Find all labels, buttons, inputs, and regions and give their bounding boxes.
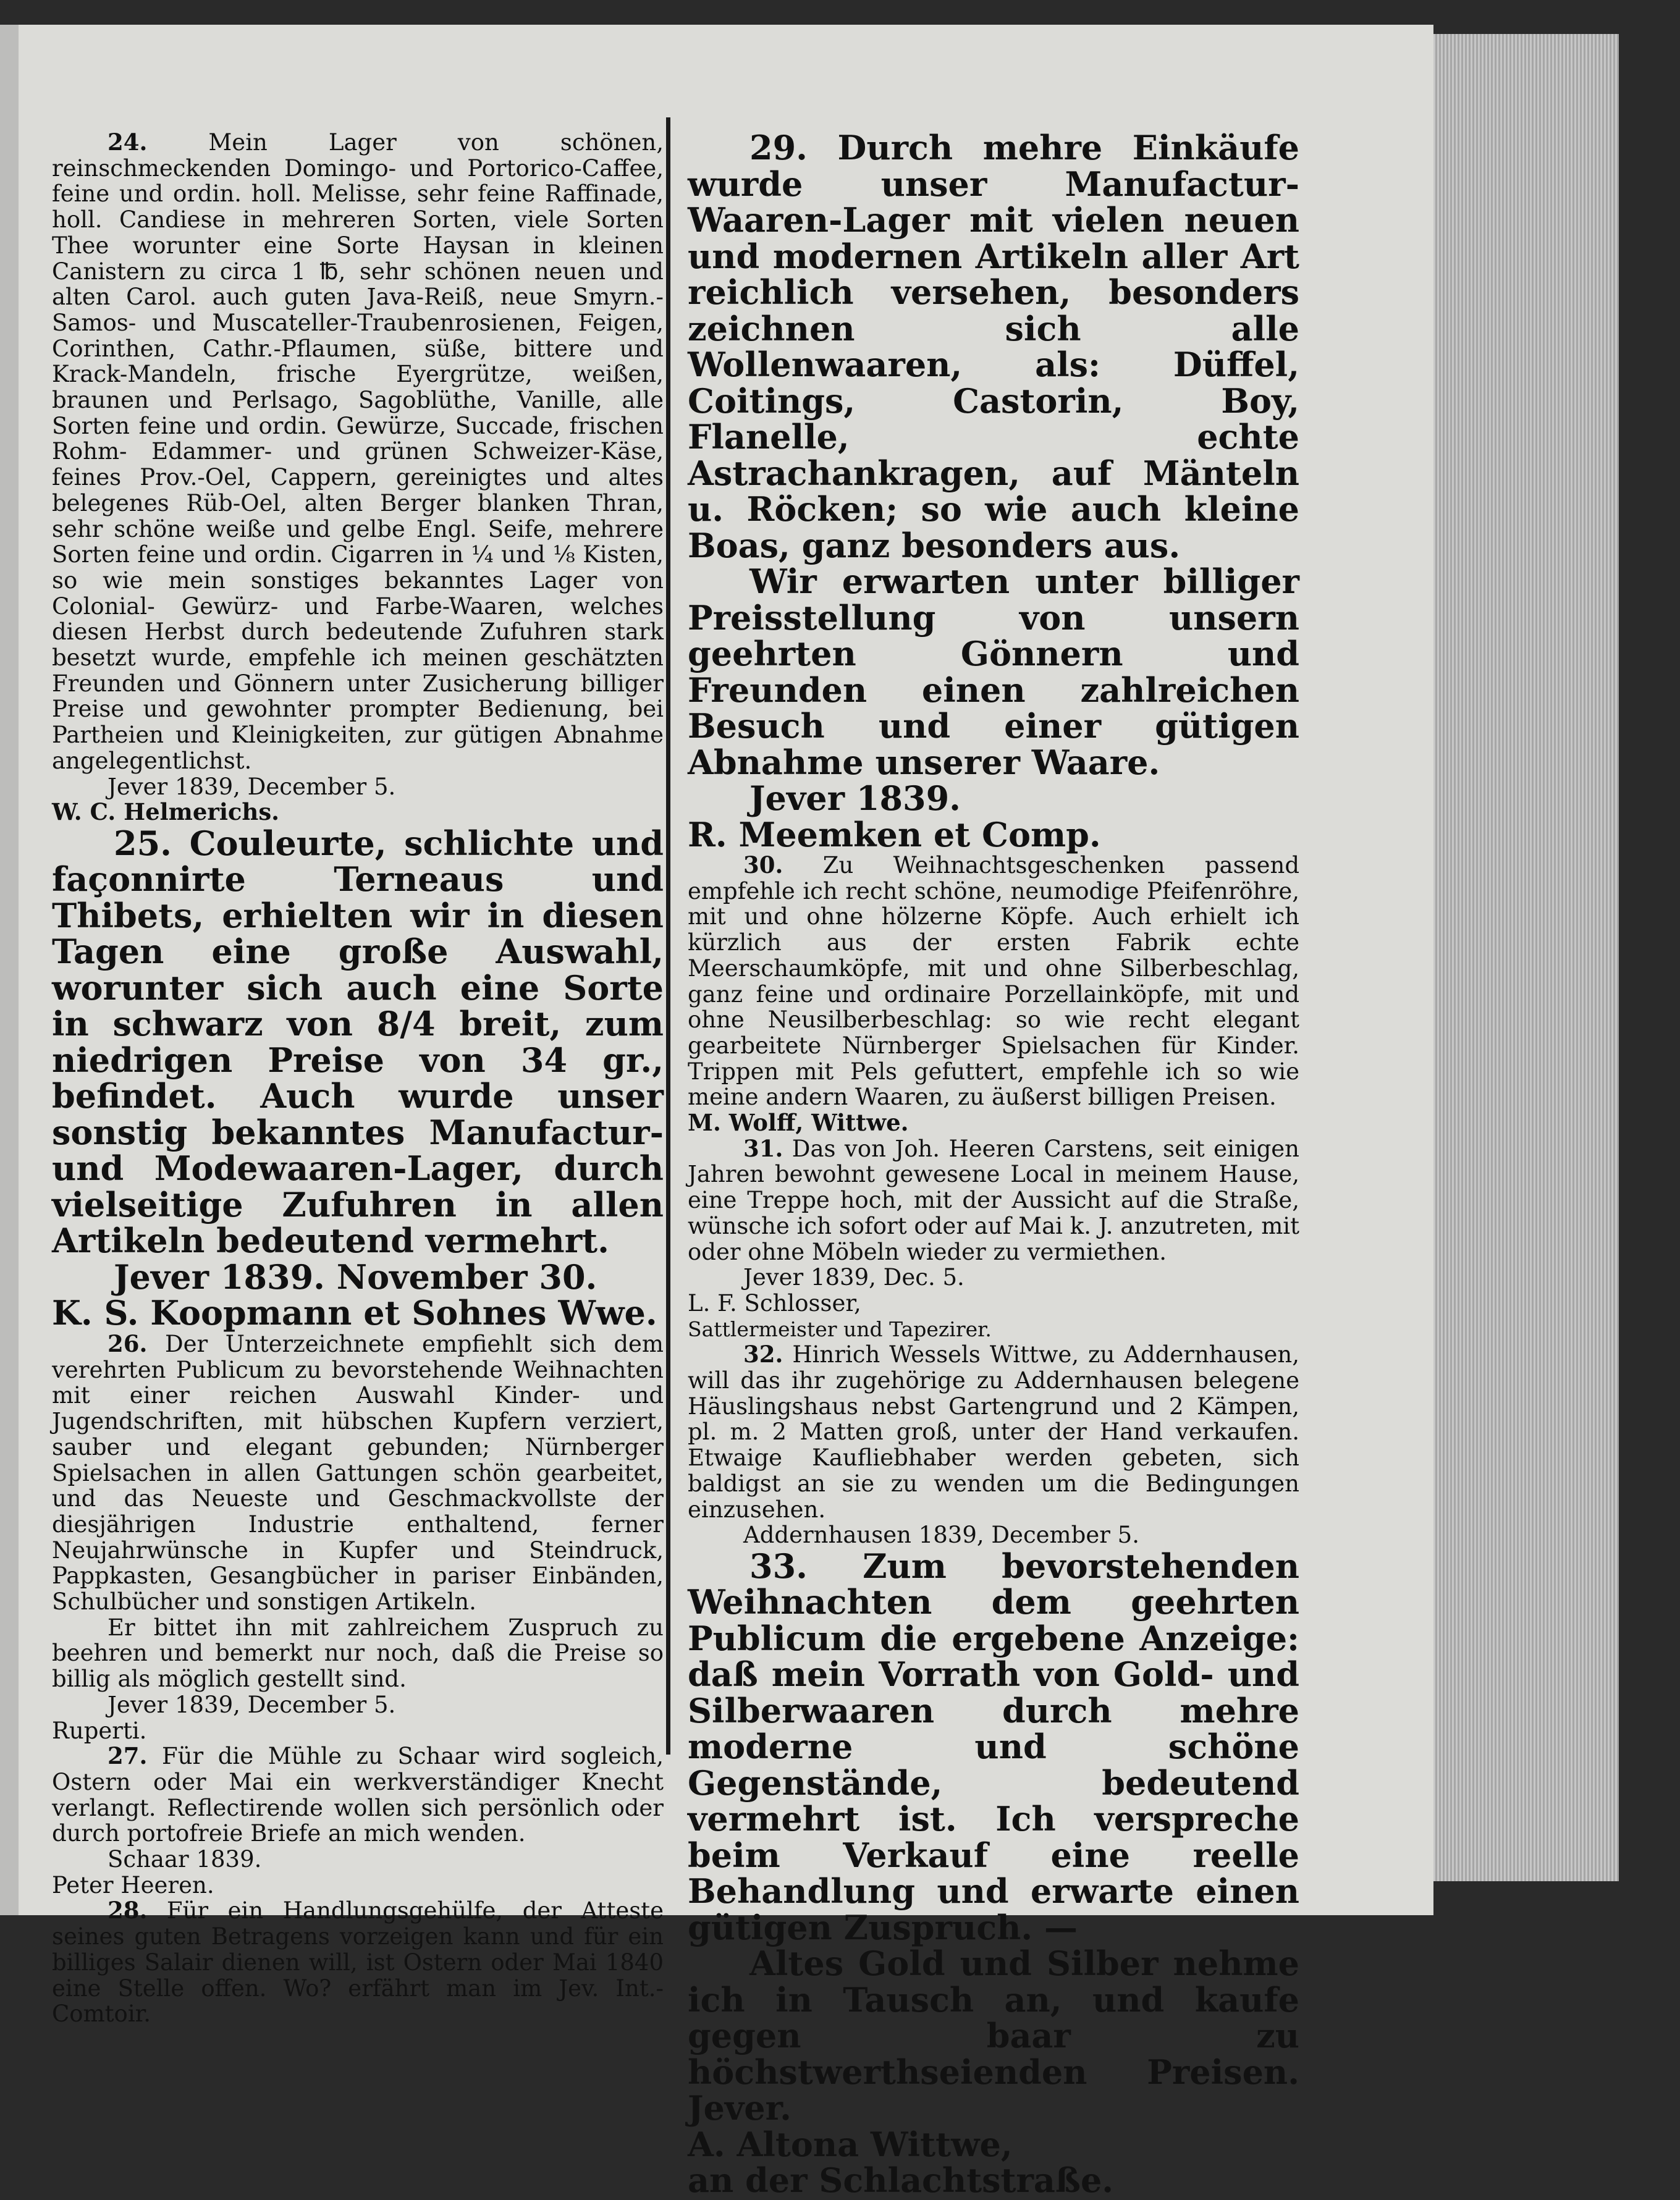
newspaper-page [19, 25, 1433, 2200]
ad-27 [52, 1743, 664, 1898]
ad-text: Zu Weihnachtsgeschenken passend empfehle ich recht schöne, neumodige Pfeifenröhre, mit und ohne hölzerne Köpfe. Auch erhielt ich kürzlich aus der ersten Fabrik echte Meerschaumköpfe, mit und ohne Silberbeschlag, ganz feine und ordinaire Porzellainköpfe, mit und ohne Neusilberbeschlag: so wie recht elegant gearbeitete Nürnberger Spielsachen für Kinder. Trippen mit Pels gefuttert, empfehle ich so wie meine andern Waaren, zu äußerst billigen Preisen. [688, 852, 1300, 1111]
ad-25 [52, 825, 664, 1331]
ad-dateline: Jever 1839. November 30. [114, 1257, 597, 1297]
ad-dateline: Jever 1839, December 5. [108, 1691, 396, 1718]
ad-signature: Ruperti. [52, 1717, 147, 1744]
ad-text-2: Er bittet ihn mit zahlreichem Zuspruch zu beehren und bemerkt nur noch, daß die Preise so billig als möglich gestellt sind. [52, 1614, 664, 1693]
ad-text: Mein Lager von schönen, reinschmeckenden Domingo- und Portorico-Caffee, feine und ordin. holl. Melisse, sehr feine Raffinade, holl. Candiese in mehreren Sorten, viele Sorten Thee worunter eine Sorte Haysan in kleinen Canistern zu circa 1 ℔, sehr schönen neuen und alten Carol. auch guten Java-Reiß, neue Smyrn.-Samos- und Muscateller-Traubenrosienen, Feigen, Corinthen, Cathr.-Pflaumen, süße, bittere und Krack-Mandeln, frische Eyergrütze, weißen, braunen und Perlsago, Sagoblüthe, Vanille, alle Sorten feine und ordin. Gewürze, Succade, frischen Rohm- Edammer- und grünen Schweizer-Käse, feines Prov.-Oel, Cappern, gereinigtes und altes belegenes Rüb-Oel, alten Berger blanken Thran, sehr schöne weiße und gelbe Engl. Seife, mehrere Sorten feine und ordin. Cigarren in ¼ und ⅛ Kisten, so wie mein sonstiges bekanntes Lager von Colonial- Gewürz- und Farbe-Waaren, welches diesen Herbst durch bedeutende Zufuhren stark besetzt wurde, empfehle ich meinen geschätzten Freunden und Gönnern unter Zusicherung billiger Preise und gewohnter prompter Bedienung, bei Partheien und Kleinigkeiten, zur gütigen Abnahme angelegentlichst. [52, 129, 664, 774]
ad-dateline: Jever 1839, December 5. [108, 773, 396, 800]
ad-signature: A. Altona Wittwe, [688, 2124, 1013, 2164]
ad-text-2: Altes Gold und Silber nehme ich in Tausch an, und kaufe gegen baar zu höchstwerthseienden Preisen. Jever. [688, 1944, 1299, 2128]
ad-24 [52, 130, 664, 825]
left-column [52, 129, 664, 2028]
ad-31 [688, 1136, 1299, 1342]
ad-28 [52, 1898, 664, 2027]
ad-signature: K. S. Koopmann et Sohnes Wwe. [52, 1293, 657, 1333]
ad-number: 33. [749, 1546, 808, 1586]
ad-dateline: Schaar 1839. [108, 1846, 262, 1873]
ad-text: Zum bevorstehenden Weihnachten dem geehrten Publicum die ergebene Anzeige: daß mein Vorrath von Gold- und Silberwaaren durch mehre moderne und schöne Gegenstände, bedeutend vermehrt ist. Ich verspreche beim Verkauf eine reelle Behandlung und erwarte einen gütigen Zuspruch. — [688, 1546, 1299, 1947]
ad-signature: L. F. Schlosser, [688, 1289, 861, 1317]
ad-26 [52, 1331, 664, 1743]
ad-text: Für die Mühle zu Schaar wird sogleich, Ostern oder Mai ein werkverständiger Knecht verlangt. Reflectirende wollen sich persönlich oder durch portofreie Briefe an mich wenden. [52, 1743, 664, 1847]
right-column [688, 128, 1300, 2200]
book-gutter [0, 25, 19, 1915]
page-edges [1433, 34, 1619, 1881]
ad-signature-2: an der Schlachtstraße. [688, 2160, 1114, 2200]
ad-text: Der Unterzeichnete empfiehlt sich dem verehrten Publicum zu bevorstehende Weihnachten mit einer reichen Auswahl Kinder- und Jugendschriften, mit hübschen Kupfern verziert, sauber und elegant gebunden; Nürnberger Spielsachen in allen Gattungen schön gearbeitet, und das Neueste und Geschmackvollste der diesjährigen Industrie enthaltend, ferner Neujahrwünsche in Kupfer und Steindruck, Pappkasten, Gesangbücher in pariser Einbänden, Schulbücher und sonstigen Artikeln. [52, 1330, 664, 1616]
ad-30 [688, 853, 1299, 1136]
ad-number: 28. [108, 1897, 148, 1924]
ad-dateline: Jever 1839. [749, 778, 961, 818]
ad-signature-2: Sattlermeister und Tapezirer. [688, 1317, 992, 1341]
ad-text: Durch mehre Einkäufe wurde unser Manufactur-Waaren-Lager mit vielen neuen und modernen Artikeln aller Art reichlich versehen, besonders zeichnen sich alle Wollenwaaren, als: Düffel, Coitings, Castorin, Boy, Flanelle, echte Astrachankragen, auf Mänteln u. Röcken; so wie auch kleine Boas, ganz besonders aus. [688, 128, 1299, 565]
column-rule [666, 117, 670, 1755]
ad-number: 24. [108, 129, 148, 156]
ad-33 [688, 1548, 1299, 2199]
ad-signature: W. C. Helmerichs. [52, 798, 280, 826]
ad-text: Hinrich Wessels Wittwe, zu Addernhausen, will das ihr zugehörige zu Addernhausen belegene Häuslingshaus nebst Gartengrund und 2 Kämpen, pl. m. 2 Matten groß, unter der Hand verkaufen. Etwaige Kaufliebhaber werden gebeten, sich baldigst an sie zu wenden um die Bedingungen einzusehen. [688, 1341, 1300, 1523]
ad-dateline: Jever 1839, Dec. 5. [743, 1264, 965, 1291]
ad-text: Couleurte, schlichte und façonnirte Terneaus und Thibets, erhielten wir in diesen Tagen eine große Auswahl, worunter sich auch eine Sorte in schwarz von 8/4 breit, zum niedrigen Preise von 34 gr., befindet. Auch wurde unser sonstig bekanntes Manufactur- und Modewaaren-Lager, durch vielseitige Zufuhren in allen Artikeln bedeutend vermehrt. [52, 823, 664, 1261]
ad-32 [688, 1342, 1299, 1548]
ad-number: 27. [108, 1742, 148, 1770]
ad-number: 29. [749, 128, 808, 167]
ad-number: 31. [743, 1134, 783, 1162]
ad-text: Das von Joh. Heeren Carstens, seit einigen Jahren bewohnt gewesene Local in meinem Hause, eine Treppe hoch, mit der Aussicht auf die Straße, wünsche ich sofort oder auf Mai k. J. anzutreten, mit oder ohne Möbeln wieder zu vermiethen. [688, 1135, 1299, 1265]
ad-signature: R. Meemken et Comp. [688, 814, 1101, 854]
ad-signature: M. Wolff, Wittwe. [688, 1109, 909, 1137]
ad-dateline: Addernhausen 1839, December 5. [743, 1522, 1139, 1549]
ad-signature: Peter Heeren. [52, 1871, 214, 1899]
ad-number: 30. [743, 851, 783, 879]
ad-text: Für ein Handlungsgehülfe, der Atteste seines guten Betragens vorzeigen kann und für ein billiges Salair dienen will, ist Ostern oder Mai 1840 eine Stelle offen. Wo? erfährt man im Jev. Int.-Comtoir. [52, 1897, 664, 2028]
ad-number: 25. [114, 823, 172, 863]
ad-number: 32. [743, 1341, 783, 1368]
ad-text-2: Wir erwarten unter billiger Preisstellung von unsern geehrten Gönnern und Freunden einen zahlreichen Besuch und einer gütigen Abnahme unserer Waare. [688, 562, 1299, 782]
ad-number: 26. [108, 1330, 148, 1357]
ad-29 [688, 130, 1299, 853]
